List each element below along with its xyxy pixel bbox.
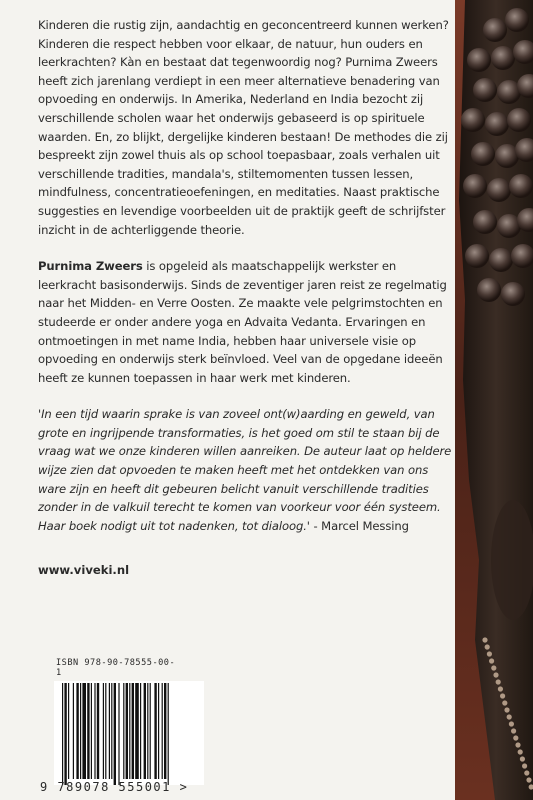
- intro-paragraph: Kinderen die rustig zijn, aandachtig en geconcentreerd kunnen werken? Kinderen die respect hebben voor elkaar, de natuur, hun ouders en leerkrachten? Kàn en bestaat dat tegenwoordig nog? Purnima Zweers heeft zich jarenlang verdiept in een meer alternatieve benadering van opvoeding en onderwijs. In Amerika, Nederland en India bezocht zij verschillende scholen waar het onderwijs gebaseerd is op spirituele waarden. En, zo blijkt, dergelijke kinderen bestaan! De methodes die zij bespreekt zijn zowel thuis als op school toepasbaar, zoals verhalen uit verschillende tradities, mandala's, stiltemomenten tussen lessen, mindfulness, concentratieoefeningen, en meditaties. Naast praktische suggesties en levendige voorbeelden uit de praktijk geeft de schrijfster inzicht in de achterliggende theorie.: [38, 18, 449, 237]
- website-link[interactable]: www.viveki.nl: [38, 563, 130, 578]
- back-cover-text: [38, 16, 456, 611]
- quote-paragraph: [38, 405, 456, 535]
- author-bio-paragraph: [38, 257, 456, 387]
- quote-text: 'In een tijd waarin sprake is van zoveel ont(w)aarding en geweld, van grote en ingrijpende transformaties, is het goed om stil te staan bij de vraag wat we onze kinderen willen aanreiken. De auteur laat op heldere wijze zien dat opvoeden te maken heeft met het ontdekken van ons ware zijn en heeft dit gebeuren belicht vanuit verschillende tradities zonder in de valkuil terecht te komen van voorkeur voor één systeem. Haar boek nodigt uit tot nadenken, tot dialoog.': [38, 407, 452, 533]
- author-bio-text: is opgeleid als maatschappelijk werkster en leerkracht basisonderwijs. Sinds de zeventiger jaren reist ze regelmatig naar het Midden- en Verre Oosten. Ze maakte vele pelgrimstochten en studeerde er onder andere yoga en Advaita Vedanta. Ervaringen en ontmoetingen in met name India, hebben haar universele visie op opvoeding en onderwijs sterk beïnvloed. Veel van de opgedane ideeën heeft ze kunnen toepassen in haar werk met kinderen.: [38, 259, 447, 385]
- author-name: Purnima Zweers: [38, 259, 143, 274]
- barcode-icon: [54, 681, 204, 785]
- isbn-label: ISBN 978-90-78555-00-1: [56, 658, 176, 678]
- buddha-photo-icon: [455, 0, 533, 800]
- barcode-block: [40, 658, 189, 794]
- barcode-digits: 9 789078 555001 >: [40, 780, 189, 794]
- quote-author: - Marcel Messing: [309, 518, 409, 533]
